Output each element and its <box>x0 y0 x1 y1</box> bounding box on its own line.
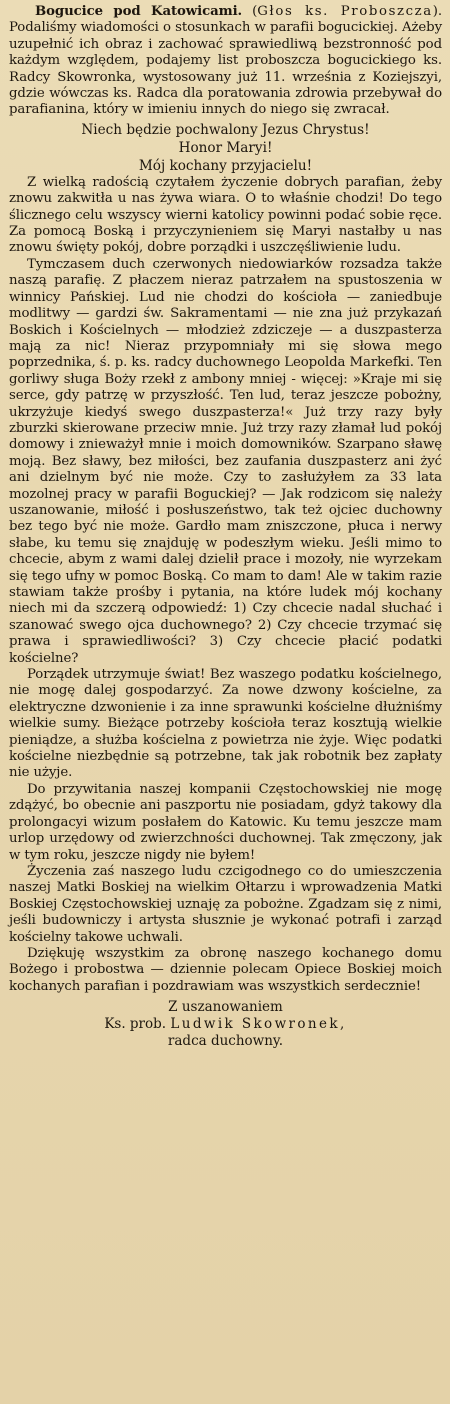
intro-place: Bogucice pod Katowicami. <box>35 4 243 19</box>
letter-paragraph-6: Dziękuję wszystkim za obronę naszego kochanego domu Bożego i probostwa — dziennie polecam Opiece Boskiej moich kochanych parafian i pozdrawiam was wszystkich serdecznie! <box>9 945 442 994</box>
intro-paragraph <box>9 4 442 119</box>
signature-title: radca duchowny. <box>167 1033 284 1050</box>
letter-closing: Z uszanowaniem <box>168 999 283 1016</box>
letter-paragraph-1: Z wielką radością czytałem życzenie dobrych parafian, żeby znowu zakwitła u nas żywa wiara. O to właśnie chodzi! Do tego ślicznego celu wszyscy wierni katolicy powinni podać sobie ręce. Za pomocą Boską i przyczynieniem się Maryi nastałby u nas znowu święty pokój, dobre porządki i uszczęśliwienie ludu. <box>9 174 442 256</box>
intro-source-open: ( <box>252 4 258 19</box>
letter-paragraph-5: Życzenia zaś naszego ludu czcigodnego co do umieszczenia naszej Matki Boskiej na wielkim Ołtarzu i wprowadzenia Matki Boskiej Częstochowskiej uznaję za pobożne. Zgadzam się z nimi, jeśli budowniczy i artysta słusznie je wykonać potrafi i zarząd kościelny takowe uchwali. <box>9 863 442 945</box>
letter-salutation: Mój kochany przyjacielu! <box>138 157 313 174</box>
greeting-honor: Honor Maryi! <box>178 139 273 156</box>
letter-paragraph-4: Do przywitania naszej kompanii Częstochowskiej nie mogę zdążyć, bo obecnie ani paszportu nie posiadam, gdyż takowy dla prolongacyi wizum posłałem do Katowic. Ku temu jeszcze mam urlop urzędowy od zwierzchności duchownej. Tak zmęczony, jak w tym roku, jeszcze nigdy nie byłem! <box>9 781 442 863</box>
letter-paragraph-2: Tymczasem duch czerwonych niedowiarków rozsadza także naszą parafię. Z płaczem nieraz patrzałem na spustoszenia w winnicy Pańskiej. Lud nie chodzi do kościoła — zaniedbuje modlitwy — gardzi św. Sakramentami — nie zna już przykazań Boskich i Kościelnych — młodzież zdziczeje — a duszpasterza mają za nic! Nieraz przypomniały mi się słowa mego poprzednika, ś. p. ks. radcy duchownego Leopolda Markefki. Ten gorliwy sługa Boży rzekł z ambony mniej - więcej: »Kraje mi się serce, gdy patrzę w przyszłość. Ten lud, teraz jeszcze pobożny, ukrzyżuje kiedyś swego duszpasterza!« Już trzy razy były zburzki skierowane przeciw mnie. Już trzy razy złamał lud pokój domowy i znieważył mnie i moich domowników. Szarpano sławę moją. Bez sławy, bez miłości, bez zaufania duszpasterz ani żyć ani dzielnym być nie może. Czy to zasłużyłem za 33 lata mozolnej pracy w parafii Boguckiej? — Jak rodzicom się należy uszanowanie, miłość i posłuszeństwo, tak też ojciec duchowny bez tego być nie może. Gardło mam zniszczone, płuca i nerwy słabe, ku temu się znajduję w podeszłym wieku. Jeśli mimo to chcecie, abym z wami dalej dzielił prace i mozoły, nie wyrzekam się tego ufny w pomoc Boską. Co mam to dam! Ale w takim razie stawiam także prośby i pytania, na które ludek mój kochany niech mi da szczerą odpowiedź: 1) Czy chcecie nadal słuchać i szanować swego ojca duchownego? 2) Czy chcecie trzymać się prawa i sprawiedliwości? 3) Czy chcecie płacić podatki kościelne? <box>9 256 442 666</box>
letter-paragraph-3: Porządek utrzymuje świat! Bez waszego podatku kościelnego, nie mogę dalej gospodarzyć. Za nowe dzwony kościelne, za elektryczne dzwonienie i za inne sprawunki kościelne dłużniśmy wielkie sumy. Bieżące potrzeby kościoła teraz kosztują wielkie pieniądze, a służba kościelna z powietrza nie żyje. Więc podatki kościelne niezbędnie są potrzebne, tak jak robotnik bez zapłaty nie użyje. <box>9 667 442 781</box>
intro-source: Głos ks. Proboszcza <box>257 4 433 19</box>
intro-source-close: ). <box>432 4 442 19</box>
signature-prefix: Ks. prob. <box>104 1016 167 1033</box>
intro-text: Podaliśmy wiadomości o stosunkach w parafii bogucickiej. Ażeby uzupełnić ich obraz i zachować sprawiedliwą bezstronność pod każdym względem, podajemy list proboszcza bogucickiego ks. Radcy Skowronka, wystosowany już 11. września z Koziejszyi, gdzie wówczas ks. Radca dla poratowania zdrowia przebywał do parafianina, który w imieniu innych do niego się zwracał. <box>9 20 442 118</box>
greeting-praise: Niech będzie pochwalony Jezus Chrystus! <box>81 121 370 138</box>
signature-name: Ludwik Skowronek, <box>170 1016 347 1033</box>
signature-line <box>9 1016 442 1033</box>
